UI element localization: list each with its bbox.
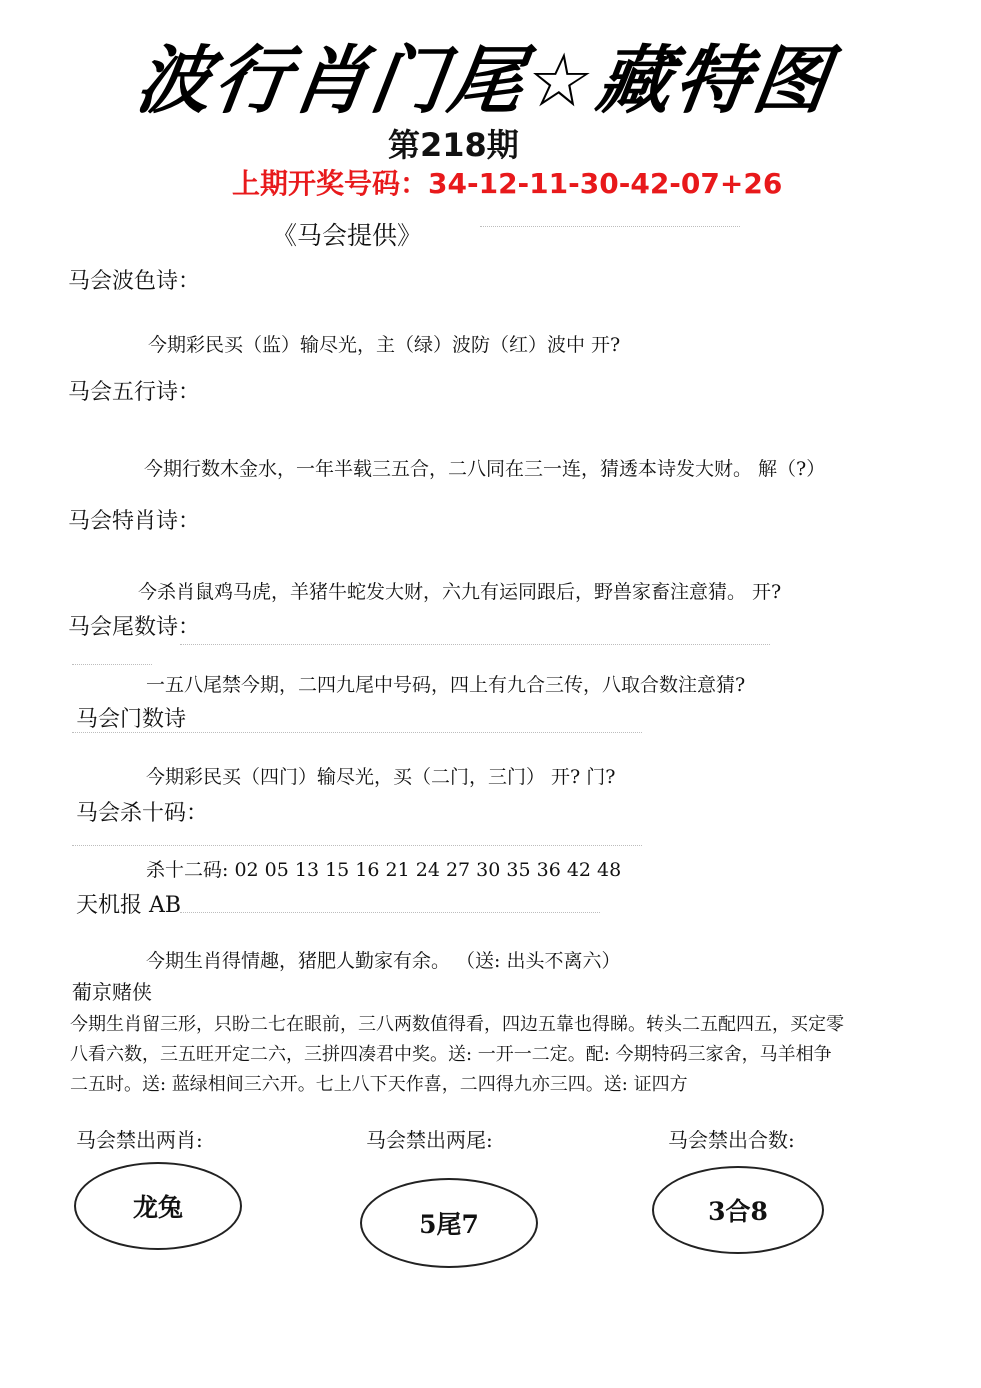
section-label-wave-color: 马会波色诗： xyxy=(68,269,201,294)
ban-label-tail: 马会禁出两尾: xyxy=(366,1128,493,1152)
gambler-line: 二五时。送: 蓝绿相间三六开。七上八下天作喜，二四得九亦三四。送: 证四方 xyxy=(70,1074,688,1095)
divider-line xyxy=(480,226,740,227)
divider-line xyxy=(72,664,152,665)
provider-label: 《马会提供》 xyxy=(272,221,423,250)
gambler-label: 葡京赌侠 xyxy=(72,980,152,1004)
divider-line xyxy=(72,845,642,846)
section-label-five-elements: 马会五行诗： xyxy=(68,380,201,405)
ban-value-sum: 3合8 xyxy=(708,1197,768,1226)
section-text-kill-numbers: 杀十二码: 02 05 13 15 16 21 24 27 30 35 36 42 48 xyxy=(146,859,622,881)
section-text-tianji: 今期生肖得情趣，猪肥人勤家有余。 （送: 出头不离六） xyxy=(146,950,621,972)
section-label-tail-number: 马会尾数诗： xyxy=(68,615,201,640)
section-label-tianji: 天机报 AB xyxy=(76,893,182,918)
poster-title: 波行肖门尾☆藏特图 xyxy=(131,38,838,124)
gambler-line: 今期生肖留三形，只盼二七在眼前，三八两数值得看，四边五靠也得睇。转头二五配四五，买定零 xyxy=(70,1014,844,1035)
ban-oval-sum xyxy=(652,1166,824,1254)
issue-number: 第218期 xyxy=(388,126,519,164)
section-text-special-zodiac: 今杀肖鼠鸡马虎，羊猪牛蛇发大财，六九有运同跟后，野兽家畜注意猜。 开? xyxy=(138,581,782,603)
ban-label-zodiac: 马会禁出两肖: xyxy=(76,1128,203,1152)
ban-oval-zodiac xyxy=(74,1162,242,1250)
ban-value-zodiac: 龙兔 xyxy=(132,1193,183,1222)
section-text-wave-color: 今期彩民买（监）输尽光，主（绿）波防（红）波中 开? xyxy=(148,334,621,356)
ban-oval-tail xyxy=(360,1178,538,1268)
divider-line xyxy=(180,912,600,913)
gambler-line: 八看六数，三五旺开定二六，三拼四凑君中奖。送: 一开一二定。配: 今期特码三家舍，马羊相争 xyxy=(70,1044,832,1065)
section-label-kill-numbers: 马会杀十码： xyxy=(76,801,209,826)
section-text-door-number: 今期彩民买（四门）输尽光，买（二门，三门） 开? 门? xyxy=(146,766,616,788)
section-label-door-number: 马会门数诗 xyxy=(76,707,187,732)
ban-value-tail: 5尾7 xyxy=(419,1210,479,1239)
last-draw-numbers: 上期开奖号码：34-12-11-30-42-07+26 xyxy=(232,167,783,200)
section-text-five-elements: 今期行数木金水，一年半载三五合，二八同在三一连，猜透本诗发大财。 解（?） xyxy=(144,458,826,480)
section-label-special-zodiac: 马会特肖诗： xyxy=(68,509,201,534)
section-text-tail-number: 一五八尾禁今期，二四九尾中号码，四上有九合三传，八取合数注意猜? xyxy=(146,674,746,696)
ban-label-sum: 马会禁出合数: xyxy=(668,1128,795,1152)
divider-line xyxy=(180,644,770,645)
